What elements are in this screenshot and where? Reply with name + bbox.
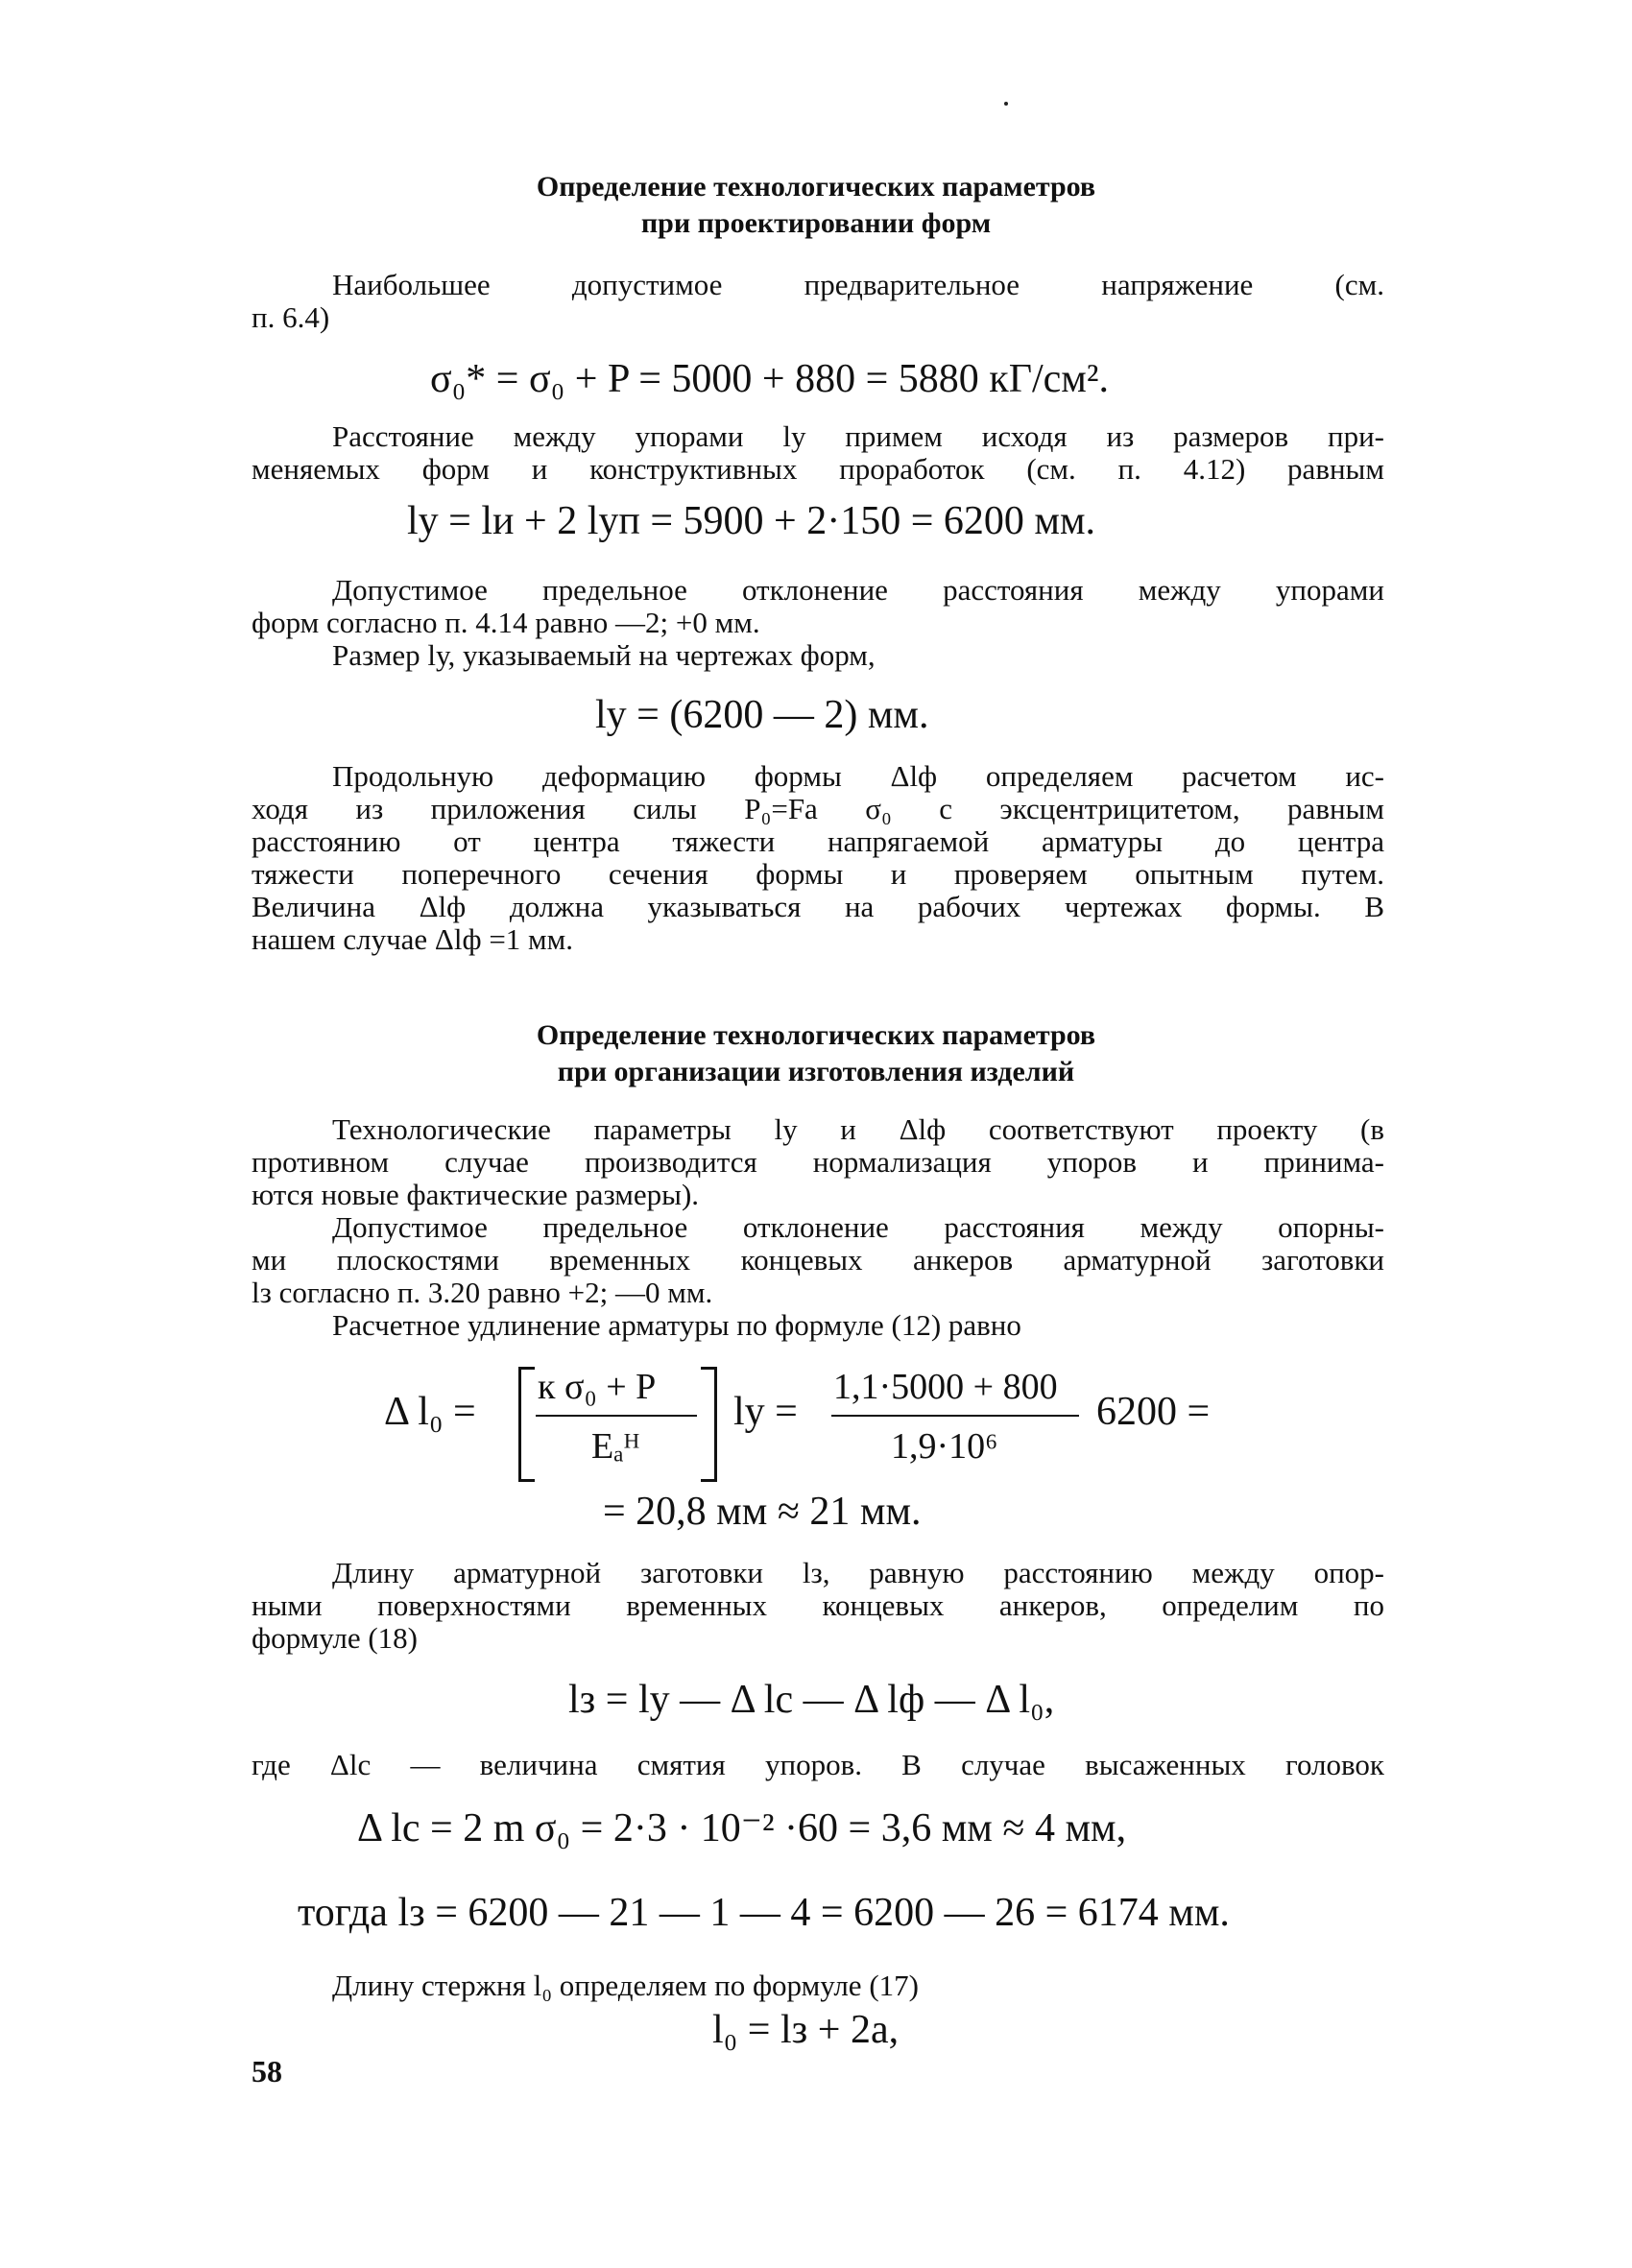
heading-line: Определение технологических параметров <box>536 171 1096 203</box>
heading-line: Определение технологических параметров <box>536 1019 1096 1051</box>
paragraph-blank-length <box>252 1557 1384 1655</box>
formula-lhs: Δ l₀ = <box>384 1390 476 1434</box>
paragraph-crushing <box>252 1749 1384 1781</box>
formula-drawing-size: lу = (6200 — 2) мм. <box>595 693 929 737</box>
paragraph-rod-length <box>252 1970 1384 2002</box>
formula-tail: 6200 = <box>1096 1390 1211 1434</box>
text-line: Расчетное удлинение арматуры по формуле (12) равно <box>332 1308 1021 1342</box>
text-line: меняемых форм и конструктивных проработок (см. п. 4.12) равным <box>252 452 1384 486</box>
fraction2-bar <box>831 1415 1079 1417</box>
section-heading-production <box>288 1017 1344 1090</box>
text-line: расстоянию от центра тяжести напрягаемой арматуры до центра <box>252 824 1384 858</box>
text-line: Длину арматурной заготовки lз, равную расстоянию между опор- <box>332 1556 1384 1589</box>
text-line: ются новые фактические размеры). <box>252 1178 700 1211</box>
text-line: Наибольшее допустимое предварительное напряжение (см. <box>332 268 1384 301</box>
text-line: п. 6.4) <box>252 300 330 334</box>
paragraph-tolerance <box>252 574 1384 672</box>
paragraph-deformation <box>252 760 1384 956</box>
formula-result: = 20,8 мм ≈ 21 мм. <box>603 1490 922 1534</box>
fraction2-denominator: 1,9·10⁶ <box>891 1426 998 1467</box>
right-bracket <box>701 1367 717 1482</box>
text-line: ми плоскостями временных концевых анкеров арматурной заготовки <box>252 1243 1384 1277</box>
formula-stop-length: lу = lи + 2 lуп = 5900 + 2·150 = 6200 мм. <box>407 499 1096 543</box>
text-line: формуле (18) <box>252 1621 418 1655</box>
formula-stress: σ₀* = σ₀ + P = 5000 + 880 = 5880 кГ/см². <box>430 357 1109 401</box>
speck <box>1004 102 1008 106</box>
fraction-bar <box>536 1415 697 1417</box>
text-line: Длину стержня l₀ определяем по формуле (17) <box>332 1969 919 2002</box>
formula-rod-length: l₀ = lз + 2a, <box>712 2008 900 2052</box>
text-line: Продольную деформацию формы Δlф определяем расчетом ис- <box>332 759 1384 793</box>
formula-mid: lу = <box>733 1390 798 1434</box>
text-line: Допустимое предельное отклонение расстояния между опорны- <box>332 1210 1384 1244</box>
text-line: Размер lу, указываемый на чертежах форм, <box>332 638 876 672</box>
heading-line: при организации изготовления изделий <box>557 1056 1075 1087</box>
page-number: 58 <box>252 2054 282 2089</box>
formula-crushing: Δ lс = 2 m σ₀ = 2·3 · 10⁻² ·60 = 3,6 мм ≈ 4 мм, <box>357 1806 1127 1850</box>
formula-result-length: тогда lз = 6200 — 21 — 1 — 4 = 6200 — 26 = 6174 мм. <box>298 1891 1230 1935</box>
text-line: форм согласно п. 4.14 равно —2; +0 мм. <box>252 606 760 639</box>
text-line: нашем случае Δlф =1 мм. <box>252 922 574 956</box>
paragraph-max-stress <box>252 269 1384 334</box>
paragraph-stop-distance <box>252 420 1384 486</box>
text-line: lз согласно п. 3.20 равно +2; —0 мм. <box>252 1276 713 1309</box>
text-line: противном случае производится нормализация упоров и принима- <box>252 1145 1384 1179</box>
text-line: ходя из приложения силы P₀=Fа σ₀ с эксцентрицитетом, равным <box>252 792 1384 825</box>
paragraph-parameters <box>252 1113 1384 1342</box>
text-line: Расстояние между упорами lу примем исходя из размеров при- <box>332 419 1384 453</box>
section-heading-design <box>288 169 1344 242</box>
text-line: Допустимое предельное отклонение расстояния между упорами <box>332 573 1384 607</box>
fraction-denominator: Eₐᴴ <box>591 1426 640 1467</box>
heading-line: при проектировании форм <box>640 207 992 239</box>
formula-blank-length: lз = lу — Δ lс — Δ lф — Δ l₀, <box>568 1678 1055 1722</box>
fraction2-numerator: 1,1·5000 + 800 <box>833 1367 1058 1407</box>
text-line: Технологические параметры lу и Δlф соответствуют проекту (в <box>332 1112 1384 1146</box>
text-line: тяжести поперечного сечения формы и проверяем опытным путем. <box>252 857 1384 891</box>
text-line: где Δlс — величина смятия упоров. В случае высаженных головок <box>252 1748 1384 1781</box>
left-bracket <box>518 1367 535 1482</box>
text-line: ными поверхностями временных концевых анкеров, определим по <box>252 1588 1384 1622</box>
fraction-numerator: к σ₀ + P <box>538 1367 657 1407</box>
text-line: Величина Δlф должна указываться на рабочих чертежах формы. В <box>252 890 1384 923</box>
